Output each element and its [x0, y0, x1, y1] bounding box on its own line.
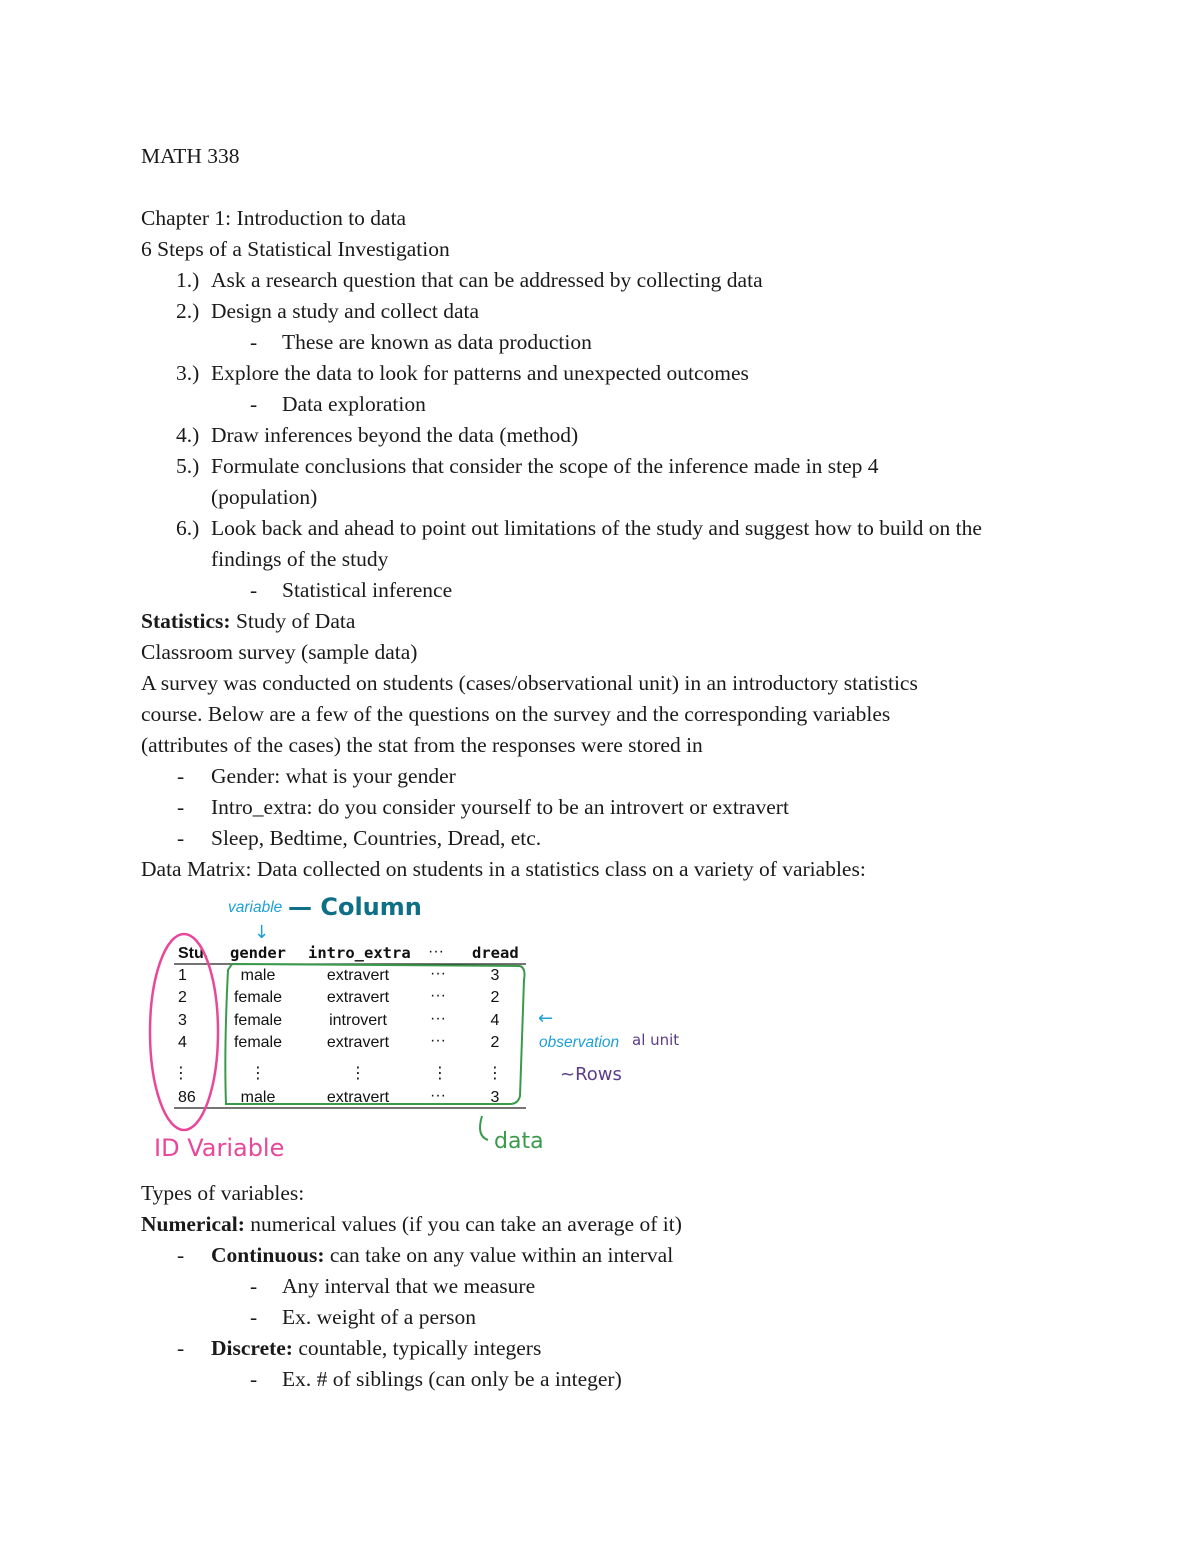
table-cell: introvert: [329, 1012, 387, 1029]
data-note: data: [494, 1129, 544, 1154]
statistics-term: Statistics:: [141, 609, 231, 633]
table-cell: ···: [430, 1010, 446, 1027]
table-cell: 2: [178, 989, 187, 1006]
table-cell: 4: [178, 1034, 187, 1051]
step-text: Ask a research question that can be addressed by collecting data: [211, 268, 763, 292]
survey-title: Classroom survey (sample data): [141, 640, 418, 664]
table-cell: extravert: [326, 1089, 390, 1106]
table-cell: ···: [430, 1032, 446, 1049]
table-cell: female: [233, 1012, 283, 1029]
discrete-definition: [211, 1333, 541, 1364]
step-text: Look back and ahead to point out limitations of the study and suggest how to build on the: [211, 516, 982, 540]
table-cell: male: [240, 1089, 276, 1106]
bullet-dash: -: [250, 1367, 258, 1391]
table-cell: 2: [490, 989, 500, 1006]
header-cell: dread: [472, 944, 519, 962]
table-cell: ⋮: [173, 1065, 189, 1082]
types-heading: Types of variables:: [141, 1181, 305, 1205]
table-cell: female: [233, 989, 283, 1006]
continuous-note: Ex. weight of a person: [282, 1305, 477, 1329]
step-number: 3.): [176, 361, 200, 385]
steps-heading: 6 Steps of a Statistical Investigation: [141, 237, 450, 261]
table-cell: extravert: [326, 967, 390, 984]
table-cell: extravert: [326, 1034, 390, 1051]
table-cell: ···: [430, 1087, 446, 1104]
variable-label: variable: [228, 899, 283, 916]
numerical-term: Numerical:: [141, 1212, 245, 1236]
survey-paragraph-line: course. Below are a few of the questions on the survey and the corresponding variables: [141, 702, 891, 726]
numerical-definition: [141, 1209, 682, 1240]
step-text: Formulate conclusions that consider the scope of the inference made in step 4: [211, 454, 879, 478]
bullet-dash: -: [250, 1305, 258, 1329]
table-cell: 1: [178, 967, 187, 984]
column-note: — Column: [288, 893, 422, 921]
header-cell: gender: [230, 944, 286, 962]
step-note: Data exploration: [282, 392, 426, 416]
chapter-heading: Chapter 1: Introduction to data: [141, 206, 407, 230]
down-arrow: ↓: [254, 922, 270, 943]
data-matrix-line: Data Matrix: Data collected on students in a statistics class on a variety of variables:: [141, 857, 866, 881]
observation-suffix: al unit: [632, 1031, 680, 1049]
rows-note: ~Rows: [560, 1064, 622, 1085]
survey-paragraph-line: A survey was conducted on students (cases/observational unit) in an introductory statistics: [141, 671, 918, 695]
table-cell: ⋮: [350, 1065, 366, 1082]
continuous-term: Continuous:: [211, 1243, 325, 1267]
data-note-tick: [480, 1116, 488, 1140]
bullet-dash: -: [177, 764, 185, 788]
step-text: Explore the data to look for patterns and unexpected outcomes: [211, 361, 749, 385]
bullet-dash: -: [177, 1336, 185, 1360]
table-cell: 4: [490, 1012, 500, 1029]
table-cell: ···: [430, 965, 446, 982]
table-cell: extravert: [326, 989, 390, 1006]
table-cell: male: [240, 967, 276, 984]
continuous-definition: [211, 1240, 673, 1271]
table-cell: 2: [490, 1034, 500, 1051]
step-text: Design a study and collect data: [211, 299, 480, 323]
step-number: 6.): [176, 516, 200, 540]
discrete-def: countable, typically integers: [298, 1336, 542, 1360]
table-cell: ⋮: [432, 1065, 448, 1082]
table-cell: 3: [178, 1012, 187, 1029]
step-text-continued: (population): [211, 485, 318, 509]
table-cell: ⋮: [250, 1065, 266, 1082]
table-cell: female: [233, 1034, 283, 1051]
header-cell: ···: [428, 943, 444, 960]
bullet-dash: -: [177, 826, 185, 850]
step-text-continued: findings of the study: [211, 547, 389, 571]
bullet-dash: -: [177, 795, 185, 819]
discrete-term: Discrete:: [211, 1336, 293, 1360]
bullet-dash: -: [250, 1274, 258, 1298]
step-note: Statistical inference: [282, 578, 453, 602]
observation-label: observation: [539, 1034, 620, 1051]
step-text: Draw inferences beyond the data (method): [211, 423, 579, 447]
left-arrow: ←: [538, 1008, 554, 1029]
statistics-def: Study of Data: [235, 609, 356, 633]
survey-item: Gender: what is your gender: [211, 764, 456, 788]
survey-item: Sleep, Bedtime, Countries, Dread, etc.: [211, 826, 542, 850]
table-cell: 86: [178, 1089, 196, 1106]
table-cell: ⋮: [487, 1065, 503, 1082]
step-number: 2.): [176, 299, 200, 323]
id-variable-note: ID Variable: [154, 1134, 285, 1162]
table-cell: 3: [490, 1089, 500, 1106]
continuous-note: Any interval that we measure: [282, 1274, 536, 1298]
course-title: MATH 338: [141, 144, 240, 168]
bullet-dash: -: [177, 1243, 185, 1267]
survey-item: Intro_extra: do you consider yourself to be an introvert or extravert: [211, 795, 789, 819]
table-cell: ···: [430, 987, 446, 1004]
step-number: 4.): [176, 423, 200, 447]
statistics-definition: [141, 606, 355, 637]
bullet-dash: -: [250, 578, 258, 602]
step-number: 1.): [176, 268, 200, 292]
numerical-def: numerical values (if you can take an average of it): [250, 1212, 682, 1236]
table-cell: 3: [490, 967, 500, 984]
survey-paragraph-line: (attributes of the cases) the stat from the responses were stored in: [141, 733, 703, 757]
bullet-dash: -: [250, 392, 258, 416]
header-cell: Stu.: [178, 945, 209, 962]
header-cell: intro_extra: [308, 944, 411, 962]
step-number: 5.): [176, 454, 200, 478]
discrete-note: Ex. # of siblings (can only be a integer): [282, 1367, 622, 1391]
bullet-dash: -: [250, 330, 258, 354]
step-note: These are known as data production: [282, 330, 592, 354]
data-matrix-figure: [140, 890, 706, 1170]
continuous-def: can take on any value within an interval: [329, 1243, 674, 1267]
table-row: [178, 965, 500, 984]
data-matrix-svg: [140, 890, 706, 1170]
table-row: [173, 1065, 503, 1082]
